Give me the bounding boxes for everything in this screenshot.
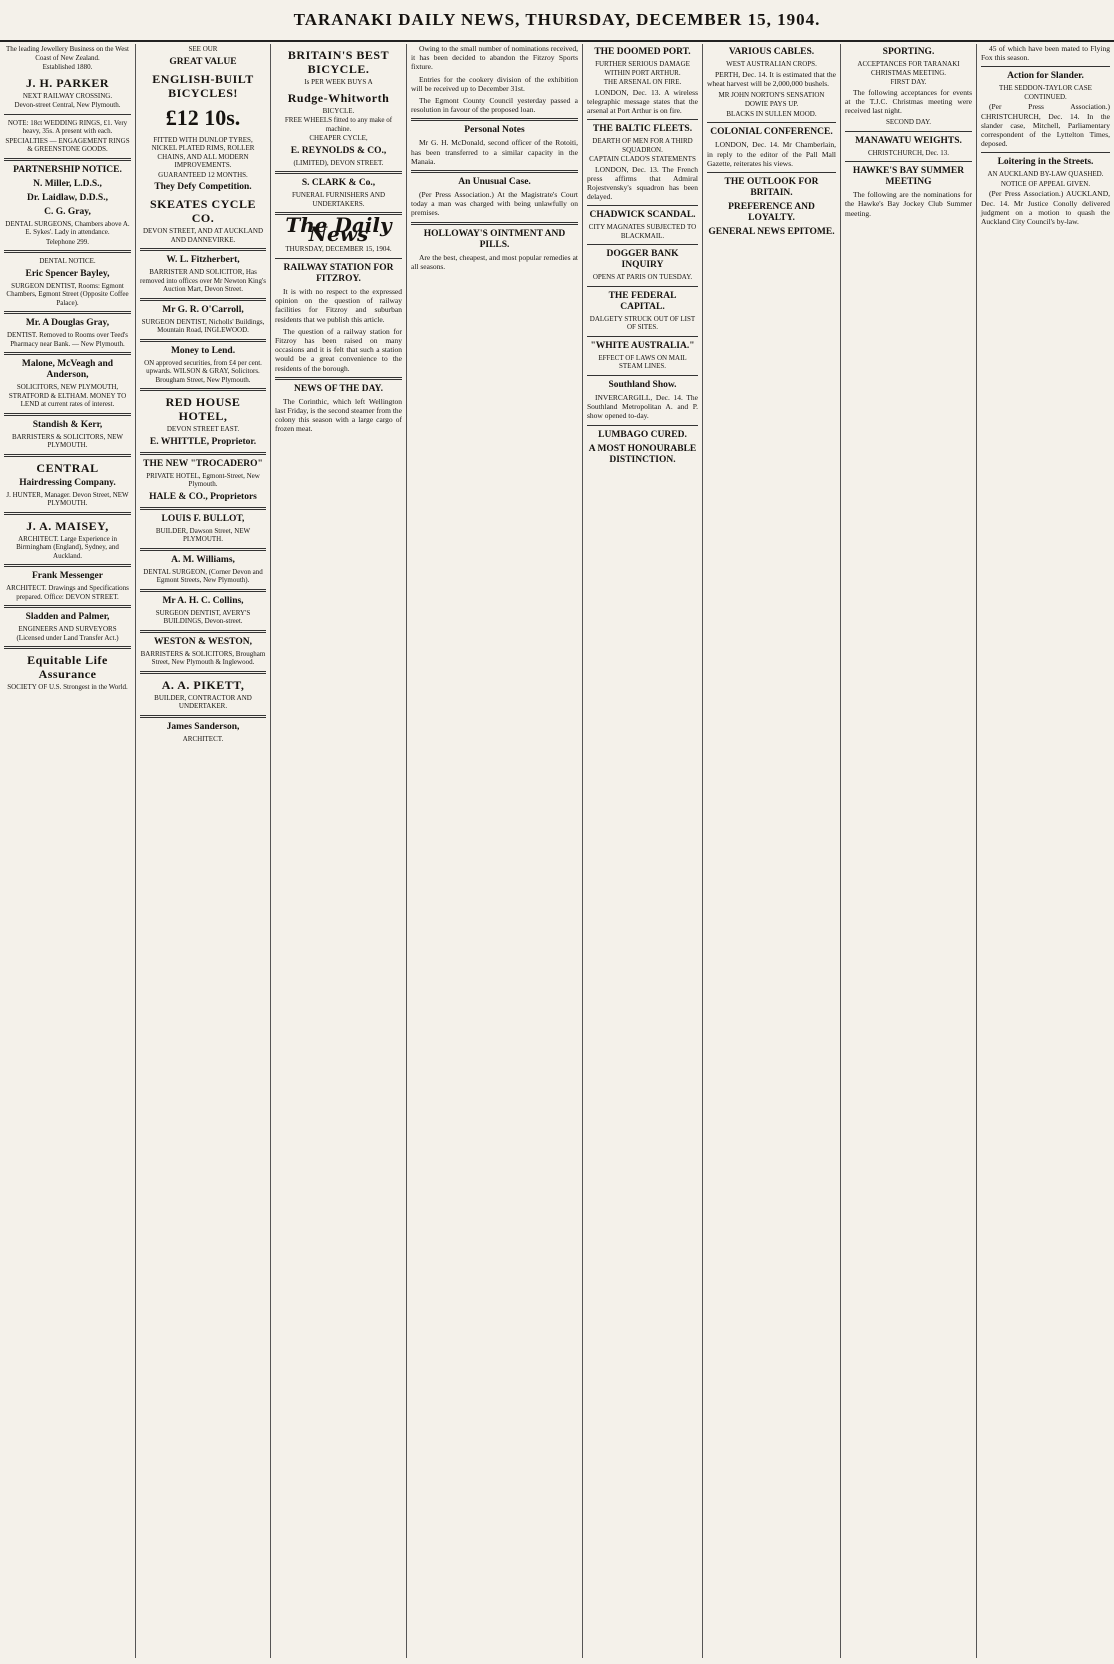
ad-whittle-proprietor: E. WHITTLE, Proprietor. xyxy=(149,436,257,447)
ad-guarantee: GUARANTEED 12 MONTHS. xyxy=(158,170,248,179)
ad-maisey-description: ARCHITECT. Large Experience in Birmingham (England), Sydney, and Auckland. xyxy=(16,534,119,560)
slander-subhead: THE SEDDON-TAYLOR CASE CONTINUED. xyxy=(999,84,1092,101)
ad-maisey-name: J. A. MAISEY, xyxy=(26,518,109,533)
ad-see-our: SEE OUR xyxy=(188,45,218,53)
christchurch-subhead: CHRISTCHURCH, Dec. 13. xyxy=(867,148,950,157)
baltic-fleets-subhead: DEARTH OF MEN FOR A THIRD SQUADRON. xyxy=(592,137,693,154)
ad-parker-name: J. H. PARKER xyxy=(25,75,110,90)
ad-messenger-name: Frank Messenger xyxy=(32,571,103,581)
ad-per-week: Is PER WEEK BUYS A xyxy=(304,78,373,86)
ad-equitable-name: Equitable Life Assurance xyxy=(27,653,108,681)
ad-reynolds-name: E. REYNOLDS & CO., xyxy=(290,145,387,156)
ad-bicycle-features: FITTED WITH DUNLOP TYRES, NICKEL PLATED RIMS, ROLLER CHAINS, AND ALL MODERN IMPROVEMENTS. xyxy=(151,135,255,169)
ad-pikett-name: A. A. PIKETT, xyxy=(161,677,245,692)
editorial-dateline: THURSDAY, DECEMBER 15, 1904. xyxy=(285,245,392,254)
ad-fitzherbert-description: BARRISTER AND SOLICITOR, Has removed into offices over Mr Newton King's Auction Mart, Devon Street. xyxy=(140,268,266,293)
news-paragraph: The Egmont County Council yesterday passed a resolution in favour of the proposed loan. xyxy=(411,96,578,115)
ad-standish-name: Standish & Kerr, xyxy=(32,419,103,430)
ad-trocadero-description: PRIVATE HOTEL, Egmont-Street, New Plymouth. xyxy=(146,471,260,488)
ad-defy-competition: They Defy Competition. xyxy=(154,182,252,192)
ad-skeates-address: DEVON STREET, AND AT AUCKLAND AND DANNEVIRKE. xyxy=(142,227,264,244)
column-news-courts xyxy=(976,44,1114,1658)
news-paragraph: (Per Press Association.) At the Magistrate's Court today a man was charged with being unlawfully on premises. xyxy=(411,190,578,218)
ad-sanderson-description: ARCHITECT. xyxy=(182,734,224,743)
column-cables-1 xyxy=(582,44,702,1658)
loitering-headline: Loitering in the Streets. xyxy=(997,157,1094,168)
hawkes-bay-headline: HAWKE'S BAY SUMMER MEETING xyxy=(852,166,965,188)
partner-miller: N. Miller, L.D.S., xyxy=(33,178,102,189)
news-paragraph: (Per Press Association.) CHRISTCHURCH, Dec. 14. In the slander case, Mitchell, Parliamentary correspondent of the Lyttelton Times, deposed. xyxy=(981,102,1110,149)
dogger-bank-headline: DOGGER BANK INQUIRY xyxy=(606,249,679,271)
chadwick-subhead: CITY MAGNATES SUBJECTED TO BLACKMAIL. xyxy=(588,223,697,240)
first-day-subhead: FIRST DAY. xyxy=(890,78,927,86)
second-day-subhead: SECOND DAY. xyxy=(885,118,932,127)
ad-intro: The leading Jewellery Business on the West Coast of New Zealand. xyxy=(6,45,129,62)
news-paragraph: The following acceptances for events at the T.J.C. Christmas meeting were received last night. xyxy=(845,87,972,115)
column-editorial xyxy=(270,44,406,1658)
news-paragraph: The Corinthic, which left Wellington last Friday, is the second steamer from the colony this season with a large cargo of frozen meat. xyxy=(275,396,402,434)
ad-sanderson-name: James Sanderson, xyxy=(166,721,240,732)
news-paragraph: LONDON, Dec. 13. A wireless telegraphic message states that the arsenal at Port Arthur is on fire. xyxy=(587,87,698,115)
partnership-description: DENTAL SURGEONS, Chambers above A. E. Sykes'. Lady in attendance. xyxy=(5,219,130,236)
masthead: TARANAKI DAILY NEWS, THURSDAY, DECEMBER 15, 1904. xyxy=(0,0,1114,42)
news-paragraph: Mr G. H. McDonald, second officer of the Rotoiti, has been transferred to a similar capacity in the Manaia. xyxy=(411,138,578,166)
ad-weston-description: BARRISTERS & SOLICITORS, Brougham Street, New Plymouth & Inglewood. xyxy=(140,649,266,666)
ad-carroll-name: Mr G. R. O'Carroll, xyxy=(162,304,244,315)
column-sporting xyxy=(840,44,976,1658)
southland-show-headline: Southland Show. xyxy=(608,379,677,390)
ad-williams-name: A. M. Williams, xyxy=(171,554,235,565)
ad-parker-specialties: SPECIALTIES — ENGAGEMENT RINGS & GREENSTONE GOODS. xyxy=(5,136,130,153)
ad-douglas-gray-description: DENTIST. Removed to Rooms over Teed's Pharmacy near Bank. — New Plymouth. xyxy=(6,331,129,348)
colonial-conference-headline: COLONIAL CONFERENCE. xyxy=(710,127,833,138)
ad-parker-street: Devon-street Central, New Plymouth. xyxy=(14,101,121,109)
lumbago-headline: LUMBAGO CURED. xyxy=(598,429,687,440)
ad-douglas-gray-name: Mr. A Douglas Gray, xyxy=(25,318,110,328)
ad-fitzherbert-name: W. L. Fitzherbert, xyxy=(166,255,240,265)
ad-pikett-description: BUILDER, CONTRACTOR AND UNDERTAKER. xyxy=(154,693,252,710)
blacks-subhead: BLACKS IN SULLEN MOOD. xyxy=(726,109,817,118)
loitering-subhead: AN AUCKLAND BY-LAW QUASHED. xyxy=(987,170,1104,179)
arsenal-subhead: THE ARSENAL ON FIRE. xyxy=(603,78,682,86)
column-news-local xyxy=(406,44,582,1658)
ad-established: Established 1880. xyxy=(42,63,93,71)
column-advertisements-1 xyxy=(0,44,135,1658)
ad-bullot-name: LOUIS F. BULLOT, xyxy=(161,513,245,524)
editorial-paragraph: It is with no respect to the expressed opinion on the question of railway facilities for Fitzroy and suburban residents that we publish this article. xyxy=(275,286,402,324)
dental-notice-title: DENTAL NOTICE. xyxy=(39,257,96,265)
ad-money-description: ON approved securities, from £4 per cent. upwards. WILSON & GRAY, Solicitors. Brougham Street, New Plymouth. xyxy=(144,358,262,384)
ad-bayley-description: SURGEON DENTIST, Rooms: Egmont Chambers, Egmont Street (Opposite Coffee Palace). xyxy=(6,281,129,307)
ad-central-title: CENTRAL xyxy=(36,460,99,475)
ad-red-house-name: RED HOUSE HOTEL, xyxy=(165,395,241,423)
partner-gray: C. G. Gray, xyxy=(44,206,91,217)
holloway-headline: HOLLOWAY'S OINTMENT AND PILLS. xyxy=(423,228,566,250)
ad-central-subtitle: Hairdressing Company. xyxy=(19,477,116,488)
ad-collins-description: SURGEON DENTIST, AVERY'S BUILDINGS, Devon-street. xyxy=(155,608,251,625)
ad-english-built: ENGLISH-BUILT BICYCLES! xyxy=(152,71,254,100)
news-paragraph: Entries for the cookery division of the exhibition will be received up to December 31st. xyxy=(411,74,578,93)
ad-standish-description: BARRISTERS & SOLICITORS, NEW PLYMOUTH. xyxy=(11,432,124,449)
ad-reynolds-address: (LIMITED), DEVON STREET. xyxy=(293,158,384,167)
column-cables-2 xyxy=(702,44,840,1658)
wa-crops-subhead: WEST AUSTRALIAN CROPS. xyxy=(726,60,817,68)
ad-malone-name: Malone, McVeagh and Anderson, xyxy=(21,359,114,380)
ad-clark-name: S. CLARK & Co., xyxy=(301,178,376,188)
news-paragraph: (Per Press Association.) AUCKLAND, Dec. 14. Mr Justice Conolly delivered judgment on a motion to quash the Auckland City Council's by-law. xyxy=(981,189,1110,227)
ad-central-description: J. HUNTER, Manager. Devon Street, NEW PLYMOUTH. xyxy=(6,490,129,507)
news-paragraph: PERTH, Dec. 14. It is estimated that the wheat harvest will be 2,000,000 bushels. xyxy=(707,69,836,88)
news-paragraph: Owing to the small number of nominations received, it has been decided to abandon the Fitzroy Sports fixture. xyxy=(411,44,578,72)
ad-sladden-description: ENGINEERS AND SURVEYORS (Licensed under Land Transfer Act.) xyxy=(16,625,119,642)
manawatu-headline: MANAWATU WEIGHTS. xyxy=(855,135,962,146)
news-paragraph: 45 of which have been mated to Flying Fox this season. xyxy=(981,44,1110,63)
ad-bicycle-label: BICYCLE. xyxy=(322,106,355,115)
ad-carroll-description: SURGEON DENTIST, Nicholls' Buildings, Mountain Road, INGLEWOOD. xyxy=(141,317,265,334)
news-paragraph: INVERCARGILL, Dec. 14. The Southland Metropolitan A. and P. show opened to-day. xyxy=(587,392,698,421)
news-of-the-day-headline: NEWS OF THE DAY. xyxy=(293,383,384,394)
ad-parker-address: NEXT RAILWAY CROSSING. xyxy=(22,91,113,100)
ad-money-title: Money to Lend. xyxy=(170,345,236,356)
ad-bicycle-price: £12 10s. xyxy=(165,104,241,130)
federal-capital-headline: THE FEDERAL CAPITAL. xyxy=(608,290,677,312)
ad-bullot-description: BUILDER, Dawson Street, NEW PLYMOUTH. xyxy=(155,526,251,543)
ad-great-value: GREAT VALUE xyxy=(169,56,237,67)
white-australia-headline: "WHITE AUSTRALIA." xyxy=(590,340,695,351)
partnership-telephone: Telephone 299. xyxy=(45,237,90,246)
chadwick-headline: CHADWICK SCANDAL. xyxy=(589,210,696,221)
various-cables-headline: VARIOUS CABLES. xyxy=(728,47,815,57)
outlook-headline: THE OUTLOOK FOR BRITAIN. xyxy=(724,177,819,199)
acceptances-subhead: ACCEPTANCES FOR TARANAKI CHRISTMAS MEETING. xyxy=(857,60,960,77)
white-australia-subhead: EFFECT OF LAWS ON MAIL STEAM LINES. xyxy=(598,353,687,371)
editorial-paragraph: The question of a railway station for Fitzroy has been raised on many occasions and it is felt that such a station would be a great convenience to the residents of the borough. xyxy=(275,326,402,373)
ad-parker-note: NOTE: 18ct WEDDING RINGS, £1. Very heavy, 35s. A present with each. xyxy=(7,118,128,135)
unusual-case-headline: An Unusual Case. xyxy=(458,177,531,188)
ad-hale-proprietors: HALE & CO., Proprietors xyxy=(149,491,257,502)
preference-headline: PREFERENCE AND LOYALTY. xyxy=(728,202,815,224)
ad-williams-description: DENTAL SURGEON, (Corner Devon and Egmont Streets, New Plymouth). xyxy=(143,567,263,584)
partner-laidlaw: Dr. Laidlaw, D.D.S., xyxy=(27,192,108,203)
appeal-subhead: NOTICE OF APPEAL GIVEN. xyxy=(1000,179,1091,188)
sporting-headline: SPORTING. xyxy=(882,47,935,57)
ad-sladden-name: Sladden and Palmer, xyxy=(25,612,110,622)
doomed-port-subhead: FURTHER SERIOUS DAMAGE WITHIN PORT ARTHUR. xyxy=(595,60,690,77)
doomed-port-headline: THE DOOMED PORT. xyxy=(594,47,691,57)
ad-free-wheels: FREE WHEELS fitted to any make of machine. xyxy=(284,116,393,133)
ad-malone-description: SOLICITORS, NEW PLYMOUTH, STRATFORD & ELTHAM. MONEY TO LEND at current rates of interest. xyxy=(8,383,127,408)
baltic-fleets-headline: THE BALTIC FLEETS. xyxy=(592,124,693,135)
news-paragraph: LONDON, Dec. 14. Mr Chamberlain, in reply to the editor of the Pall Mall Gazette, reiterates his views. xyxy=(707,140,836,168)
news-paragraph: LONDON, Dec. 13. The French press affirms that Admiral Rojestvensky's squadron has been delayed. xyxy=(587,164,698,202)
ad-red-house-address: DEVON STREET EAST. xyxy=(166,425,240,433)
editorial-headline: RAILWAY STATION FOR FITZROY. xyxy=(283,262,394,284)
ad-weston-name: WESTON & WESTON, xyxy=(154,636,252,647)
ad-trocadero-name: THE NEW "TROCADERO" xyxy=(143,458,263,469)
partnership-notice-title: PARTNERSHIP NOTICE. xyxy=(13,164,122,175)
column-advertisements-2 xyxy=(135,44,270,1658)
dowie-subhead: DOWIE PAYS UP. xyxy=(744,100,799,109)
ad-clark-description: FUNERAL FURNISHERS AND UNDERTAKERS. xyxy=(291,191,386,208)
newspaper-nameplate: The Daily News xyxy=(285,213,392,247)
personal-notes-headline: Personal Notes xyxy=(464,125,525,136)
federal-capital-subhead: DALGETY STRUCK OUT OF LIST OF SITES. xyxy=(589,314,696,332)
news-paragraph: The following are the nominations for the Hawke's Bay Jockey Club Summer meeting. xyxy=(845,190,972,218)
clado-subhead: CAPTAIN CLADO'S STATEMENTS xyxy=(589,155,696,164)
ad-collins-name: Mr A. H. C. Collins, xyxy=(162,595,244,606)
ad-cheaper-cycle: CHEAPER CYCLE, xyxy=(309,134,368,142)
ad-skeates-name: SKEATES CYCLE CO. xyxy=(150,197,256,225)
ad-equitable-description: SOCIETY OF U.S. Strongest in the World. xyxy=(7,683,128,691)
distinction-headline: A MOST HONOURABLE DISTINCTION. xyxy=(588,443,697,465)
ad-britains-best: BRITAIN'S BEST BICYCLE. xyxy=(287,48,390,76)
general-news-headline: GENERAL NEWS EPITOME. xyxy=(708,227,835,238)
nortons-subhead: MR JOHN NORTON'S SENSATION xyxy=(718,90,825,99)
dogger-bank-subhead: OPENS AT PARIS ON TUESDAY. xyxy=(592,273,693,282)
news-paragraph: Are the best, cheapest, and most popular remedies at all seasons. xyxy=(411,252,578,271)
ad-bayley-name: Eric Spencer Bayley, xyxy=(25,268,110,279)
ad-messenger-description: ARCHITECT. Drawings and Specifications prepared. Office: DEVON STREET. xyxy=(6,584,129,601)
slander-headline: Action for Slander. xyxy=(1007,71,1084,82)
ad-rudge-whitworth: Rudge-Whitworth xyxy=(287,90,390,105)
